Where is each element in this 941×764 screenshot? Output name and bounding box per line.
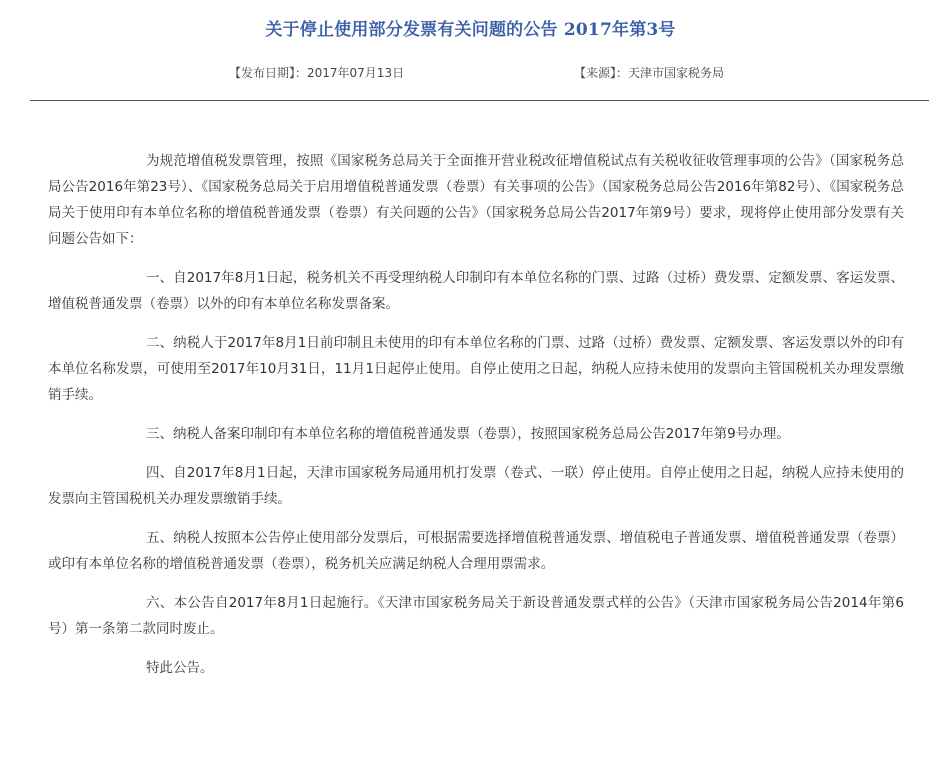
paragraph-item-2: 二、纳税人于2017年8月1日前印制且未使用的印有本单位名称的门票、过路（过桥）费发票、定额发票、客运发票以外的印有本单位名称发票，可使用至2017年10月31日，11月1日起停止使用。自停止使用之日起，纳税人应持未使用的发票向主管国税机关办理发票缴销手续。 bbox=[48, 335, 904, 403]
paragraph-item-5: 五、纳税人按照本公告停止使用部分发票后，可根据需要选择增值税普通发票、增值税电子普通发票、增值税普通发票（卷票）或印有本单位名称的增值税普通发票（卷票），税务机关应满足纳税人合理用票需求。 bbox=[48, 530, 904, 572]
paragraph-item-3: 三、纳税人备案印制印有本单位名称的增值税普通发票（卷票），按照国家税务总局公告2017年第9号办理。 bbox=[146, 426, 790, 442]
paragraph-intro: 为规范增值税发票管理，按照《国家税务总局关于全面推开营业税改征增值税试点有关税收征收管理事项的公告》（国家税务总局公告2016年第23号）、《国家税务总局关于启用增值税普通发票（卷票）有关事项的公告》（国家税务总局公告2016年第82号）、《国家税务总局关于使用印有本单位名称的增值税普通发票（卷票）有关问题的公告》（国家税务总局公告2017年第9号）要求，现将停止使用部分发票有关问题公告如下： bbox=[48, 153, 904, 247]
paragraph-item-4: 四、自2017年8月1日起，天津市国家税务局通用机打发票（卷式、一联）停止使用。自停止使用之日起，纳税人应持未使用的发票向主管国税机关办理发票缴销手续。 bbox=[48, 465, 904, 507]
page-title: 关于停止使用部分发票有关问题的公告 2017年第3号 bbox=[265, 20, 676, 40]
header-divider bbox=[30, 100, 929, 101]
source-label: 【来源】：天津市国家税务局 bbox=[574, 66, 725, 80]
publish-date: 【发布日期】：2017年07月13日 bbox=[229, 66, 405, 80]
paragraph-item-6: 六、本公告自2017年8月1日起施行。《天津市国家税务局关于新设普通发票式样的公告》（天津市国家税务局公告2014年第6号）第一条第二款同时废止。 bbox=[48, 595, 904, 637]
paragraph-closing: 特此公告。 bbox=[146, 660, 214, 676]
paragraph-item-1: 一、自2017年8月1日起，税务机关不再受理纳税人印制印有本单位名称的门票、过路（过桥）费发票、定额发票、客运发票、增值税普通发票（卷票）以外的印有本单位名称发票备案。 bbox=[48, 270, 904, 312]
article-body bbox=[48, 148, 904, 694]
